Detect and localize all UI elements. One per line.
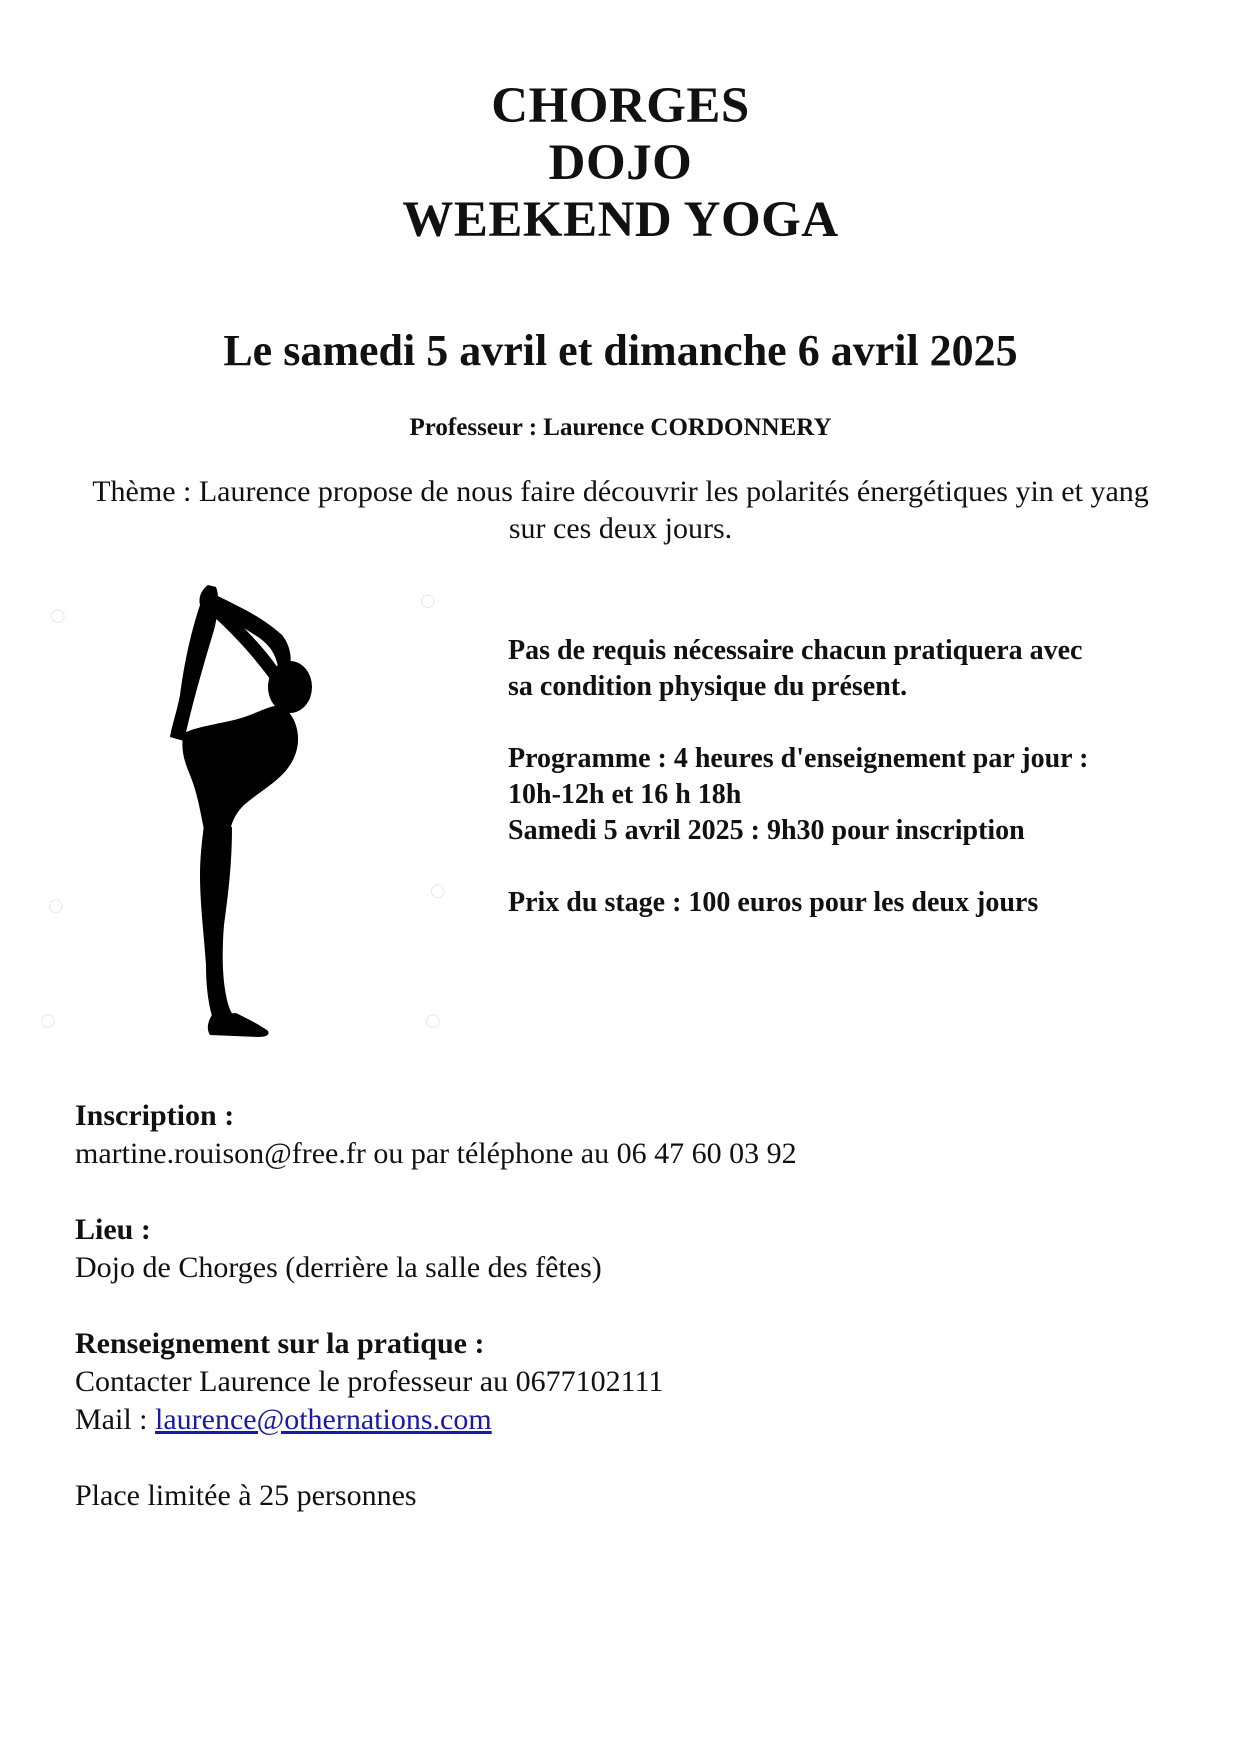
mail-link[interactable]: laurence@othernations.com (155, 1403, 492, 1436)
title-line-1: CHORGES (491, 78, 750, 134)
contact-text: Contacter Laurence le professeur au 0677102111 (75, 1365, 664, 1398)
event-date: Le samedi 5 avril et dimanche 6 avril 2025 (223, 326, 1018, 375)
program-line-1: Programme : 4 heures d'enseignement par jour : (508, 743, 1089, 774)
watermark-mark: ○ (420, 590, 436, 611)
yoga-pose-silhouette-icon (140, 575, 380, 1045)
theme-text: Thème : Laurence propose de nous faire découvrir les polarités énergétiques yin et yang sur ces deux jours. (92, 475, 1149, 545)
inscription-text: martine.rouison@free.fr ou par téléphone au 06 47 60 03 92 (75, 1137, 797, 1170)
lieu-label: Lieu : (75, 1213, 151, 1246)
program-line-3: Samedi 5 avril 2025 : 9h30 pour inscription (508, 815, 1025, 846)
watermark-mark: ○ (50, 605, 66, 626)
watermark-mark: ○ (425, 1010, 441, 1031)
watermark-mark: ○ (40, 1010, 56, 1031)
capacity-text: Place limitée à 25 personnes (75, 1479, 417, 1512)
watermark-mark: ○ (48, 895, 64, 916)
teacher: Professeur : Laurence CORDONNERY (409, 414, 832, 441)
details-block (75, 1097, 1175, 1515)
mail-line (75, 1401, 1175, 1439)
inscription-label: Inscription : (75, 1099, 235, 1132)
requirements-line-2: sa condition physique du présent. (508, 671, 908, 702)
price-line: Prix du stage : 100 euros pour les deux jours (508, 887, 1039, 918)
title-block (0, 78, 1241, 249)
program-line-2: 10h-12h et 16 h 18h (508, 779, 742, 810)
lieu-text: Dojo de Chorges (derrière la salle des fêtes) (75, 1251, 602, 1284)
watermark-mark: ○ (430, 880, 446, 901)
mail-prefix: Mail : (75, 1403, 155, 1436)
renseignement-label: Renseignement sur la pratique : (75, 1327, 485, 1360)
info-block (508, 633, 1198, 921)
title-line-2: DOJO (548, 135, 693, 191)
title-line-3: WEEKEND YOGA (402, 192, 839, 248)
requirements-line-1: Pas de requis nécessaire chacun pratiquera avec (508, 635, 1083, 666)
